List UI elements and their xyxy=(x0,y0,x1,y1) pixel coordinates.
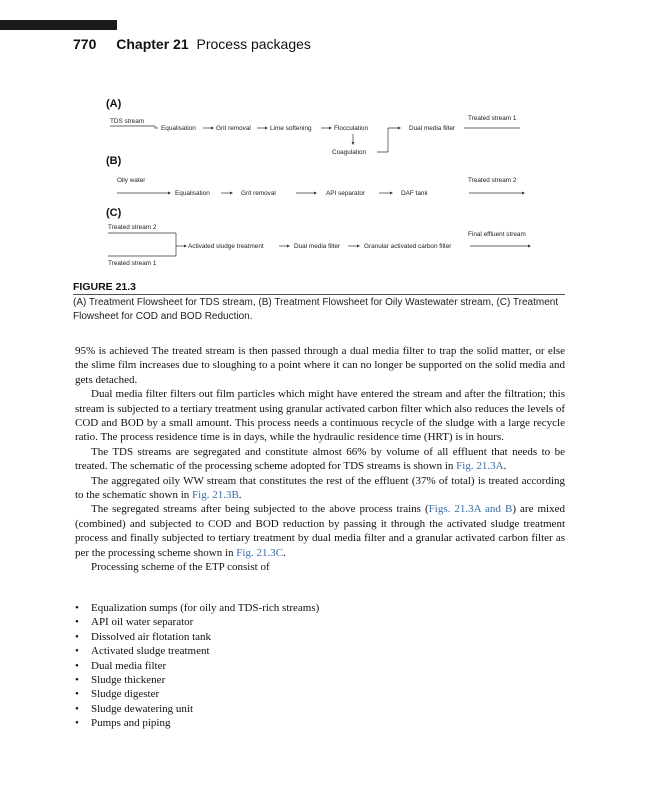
paragraph-3-text: The TDS streams are segregated and constitute almost 66% by volume of all effluent that needs to be treated. The schematic of the processing scheme adopted for TDS streams is shown in xyxy=(75,445,565,473)
panel-c-input-top: Treated stream 2 xyxy=(108,224,157,231)
fig-ref-21-3ab[interactable]: Figs. 21.3A and B xyxy=(428,503,513,516)
paragraph-4-end: . xyxy=(238,489,242,502)
panel-c-step-2: Dual media filter xyxy=(294,243,341,250)
panel-a-label: (A) xyxy=(106,98,122,110)
panel-c-input-bottom: Treated stream 1 xyxy=(108,260,157,267)
panel-a-step-3: Lime softening xyxy=(270,125,312,132)
paragraph-3 xyxy=(75,445,565,474)
list-item: • API oil water separator xyxy=(75,615,565,629)
list-item: • Sludge dewatering unit xyxy=(75,702,565,716)
panel-a-step-2: Grit removal xyxy=(216,125,251,132)
list-item: • Dissolved air flotation tank xyxy=(75,630,565,644)
list-item: • Dual media filter xyxy=(75,659,565,673)
panel-a-step-4: Flocculation xyxy=(334,125,369,132)
panel-c-step-1: Activated sludge treatment xyxy=(188,243,264,250)
panel-c-label: (C) xyxy=(106,207,122,219)
list-item: • Sludge digester xyxy=(75,687,565,701)
list-item: • Equalization sumps (for oily and TDS-rich streams) xyxy=(75,601,565,615)
panel-b-step-2: Grit removal xyxy=(241,190,276,197)
page-number: 770 xyxy=(73,36,97,52)
paragraph-3-end: . xyxy=(503,460,507,473)
list-item: • Sludge thickener xyxy=(75,673,565,687)
panel-b-output: Treated stream 2 xyxy=(468,177,517,184)
etp-components-list xyxy=(75,601,565,731)
fig-ref-21-3b[interactable]: Fig. 21.3B xyxy=(192,489,239,502)
panel-b-step-4: DAF tank xyxy=(401,190,428,197)
paragraph-5 xyxy=(75,502,565,560)
paragraph-6: Processing scheme of the ETP consist of xyxy=(91,561,270,574)
panel-a-input: TDS stream xyxy=(110,118,145,125)
panel-a-step-1: Equalisation xyxy=(161,125,196,132)
panel-b-label: (B) xyxy=(106,155,122,167)
panel-a-coagulation: Coagulation xyxy=(332,149,367,156)
body-text xyxy=(75,344,565,575)
figure-divider xyxy=(73,294,565,295)
panel-a-output: Treated stream 1 xyxy=(468,115,517,122)
paragraph-5-text-a: The segregated streams after being subjected to the above process trains ( xyxy=(91,503,429,516)
panel-b-step-3: API separator xyxy=(326,190,366,197)
chapter-label: Chapter 21 xyxy=(116,36,189,52)
panel-b-input: Oily water xyxy=(117,177,146,184)
list-item: • Pumps and piping xyxy=(75,716,565,730)
chapter-title: Process packages xyxy=(196,36,311,52)
paragraph-1: 95% is achieved The treated stream is then passed through a dual media filter to trap the solid matter, or else the slime film increases due to sloughing to a point where it can no longer be supported on the solid media and gets detached. xyxy=(75,345,565,386)
panel-b-step-1: Equalisation xyxy=(175,190,210,197)
panel-c-output: Final effluent stream xyxy=(468,231,526,238)
figure-label: FIGURE 21.3 xyxy=(73,281,137,293)
paragraph-4 xyxy=(75,474,565,503)
fig-ref-21-3c[interactable]: Fig. 21.3C xyxy=(236,546,284,559)
fig-ref-21-3a[interactable]: Fig. 21.3A xyxy=(456,460,504,473)
figure-caption: (A) Treatment Flowsheet for TDS stream, (B) Treatment Flowsheet for Oily Wastewater stream, (C) Treatment Flowsheet for COD and BOD Reduction. xyxy=(73,297,559,322)
paragraph-2: Dual media filter filters out film particles which might have entered the stream and after the filtration; this stream is subjected to a tertiary treatment using granular activated carbon filter which also reduces the levels of COD and BOD by a small amount. This process needs a continuous recycle of the sludge with a large recycle ratio. The process residence time is in days, while the hydraulic residence time (HRT) is in hours. xyxy=(75,388,565,444)
paragraph-5-end: . xyxy=(283,546,286,559)
list-item: • Activated sludge treatment xyxy=(75,644,565,658)
figure-21-3-flowsheets xyxy=(0,0,648,280)
panel-a-filter: Dual media filter xyxy=(409,125,456,132)
paragraph-4-text: The aggregated oily WW stream that constitutes the rest of the effluent (37% of total) is treated according to the schematic shown in xyxy=(75,474,565,502)
paragraph-5-text-b: ) are mixed (combined) and subjected to COD and BOD reduction by passing it through the activated sludge treatment process and finally subjected to tertiary treatment by dual media filter and a granular activated carbon filter as per the processing scheme shown in xyxy=(75,503,565,559)
panel-c-step-3: Granular activated carbon filter xyxy=(364,243,452,250)
